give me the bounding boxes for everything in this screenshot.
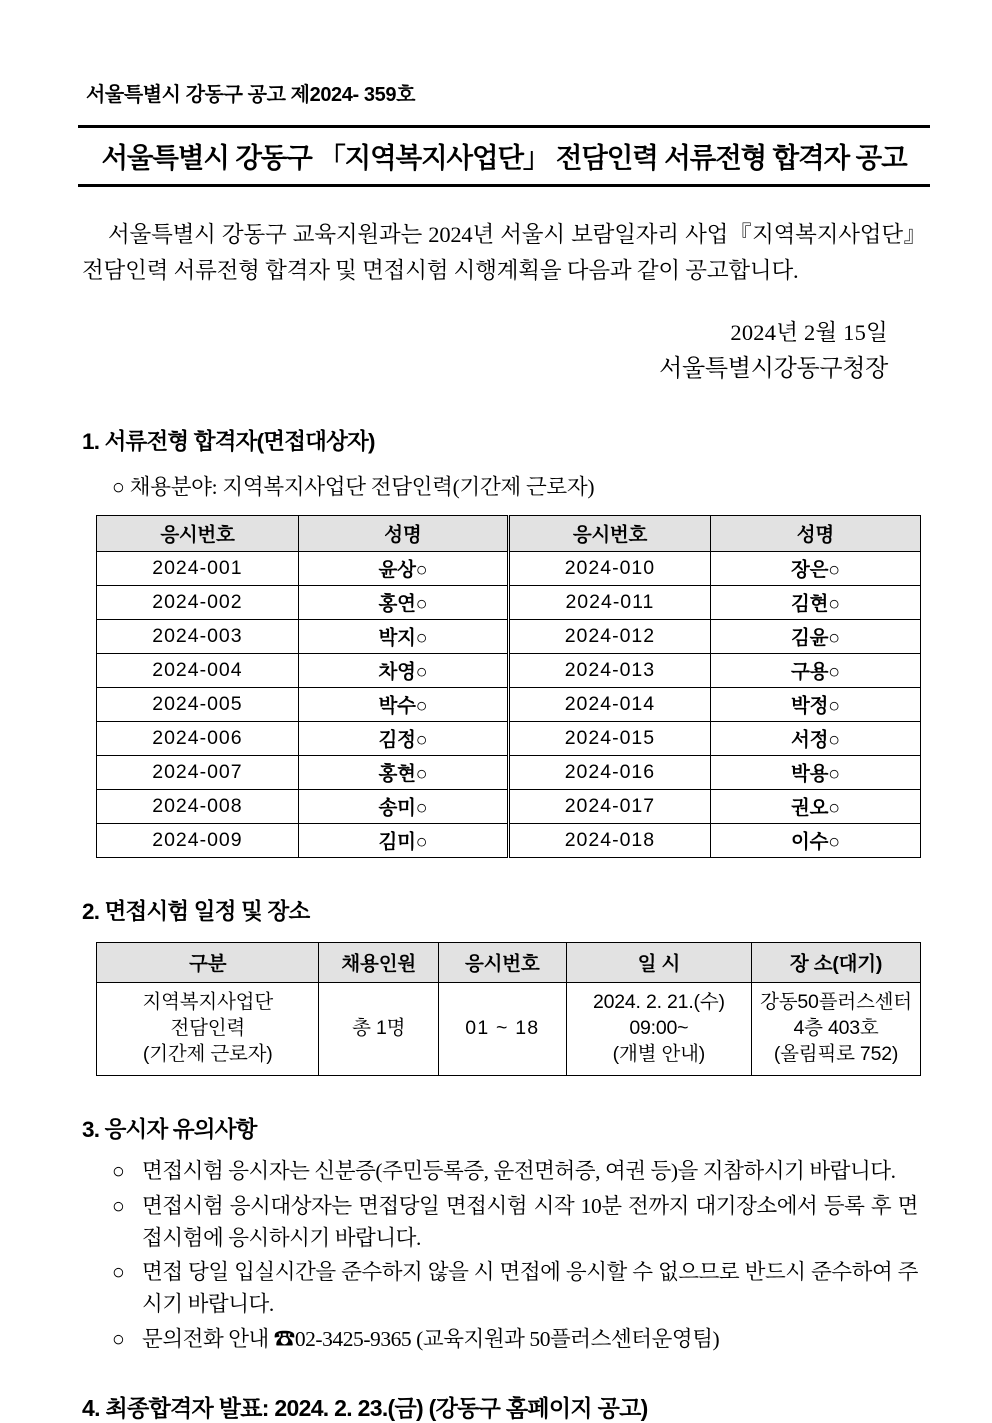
table-header-row <box>97 942 921 982</box>
schedule-category <box>97 982 319 1075</box>
section-2-heading: 2. 면접시험 일정 및 장소 <box>82 898 310 924</box>
candidate-name: 김윤○ <box>710 619 920 653</box>
exam-number: 2024-004 <box>97 653 299 687</box>
exam-number: 2024-007 <box>97 755 299 789</box>
candidate-name: 구용○ <box>710 653 920 687</box>
candidate-name: 김현○ <box>710 585 920 619</box>
page-title: 서울특별시 강동구 「지역복지사업단」 전담인력 서류전형 합격자 공고 <box>101 142 907 173</box>
bullet-marker: ○ <box>112 1260 125 1285</box>
candidate-name: 차영○ <box>298 653 508 687</box>
candidate-name: 홍연○ <box>298 585 508 619</box>
table-row <box>97 721 921 755</box>
section-3-heading: 3. 응시자 유의사항 <box>82 1116 257 1142</box>
category-line-3: (기간제 근로자) <box>142 1042 273 1065</box>
exam-number: 2024-011 <box>508 585 710 619</box>
exam-number: 2024-010 <box>508 551 710 585</box>
exam-number: 2024-008 <box>97 789 299 823</box>
candidate-name: 장은○ <box>710 551 920 585</box>
sign-organization: 서울특별시강동구청장 <box>659 355 888 382</box>
exam-number: 2024-005 <box>97 687 299 721</box>
notice-text: 면접시험 응시대상자는 면접당일 면접시험 시작 10분 전까지 대기장소에서 등록 후 면접시험에 응시하시기 바랍니다. <box>142 1193 918 1250</box>
exam-number: 2024-006 <box>97 721 299 755</box>
list-item <box>112 1257 918 1321</box>
section-1-heading: 1. 서류전형 합격자(면접대상자) <box>82 428 375 454</box>
table-row <box>97 653 921 687</box>
column-header-exam-number-right: 응시번호 <box>508 515 710 551</box>
column-header-category: 구분 <box>97 942 319 982</box>
candidate-name: 박용○ <box>710 755 920 789</box>
section-4-heading: 4. 최종합격자 발표: 2024. 2. 23.(금) (강동구 홈페이지 공고) <box>82 1394 648 1421</box>
bullet-marker: ○ <box>112 1158 125 1183</box>
schedule-headcount: 총 1명 <box>319 982 438 1075</box>
intro-line-2: 전담인력 서류전형 합격자 및 면접시험 시행계획을 다음과 같이 공고합니다. <box>82 258 799 284</box>
candidate-name: 송미○ <box>298 789 508 823</box>
schedule-body <box>97 982 921 1075</box>
column-header-name-left: 성명 <box>298 515 508 551</box>
table-row <box>97 982 921 1075</box>
exam-number: 2024-018 <box>508 823 710 857</box>
datetime-line-2: 09:00~ <box>629 1017 689 1040</box>
notice-text: 면접 당일 입실시간을 준수하지 않을 시 면접에 응시할 수 없으므로 반드시 준수하여 주시기 바랍니다. <box>142 1260 918 1317</box>
signature-block <box>78 316 888 388</box>
schedule-place <box>752 982 921 1075</box>
place-line-3: (올림픽로 752) <box>773 1042 899 1065</box>
column-header-name-right: 성명 <box>710 515 920 551</box>
exam-number: 2024-016 <box>508 755 710 789</box>
schedule-datetime <box>566 982 751 1075</box>
place-line-2: 4층 403호 <box>793 1017 879 1040</box>
notice-text-phone: 문의전화 안내 ☎02-3425-9365 (교육지원과 50플러스센터운영팀) <box>142 1327 720 1351</box>
table-row <box>97 755 921 789</box>
document-number: 서울특별시 강동구 공고 제2024- 359호 <box>86 84 415 106</box>
table-row <box>97 585 921 619</box>
candidates-table <box>96 515 921 858</box>
exam-number: 2024-009 <box>97 823 299 857</box>
bullet-marker: ○ <box>112 1327 125 1351</box>
candidate-name: 이수○ <box>710 823 920 857</box>
candidate-name: 권오○ <box>710 789 920 823</box>
candidate-name: 박수○ <box>298 687 508 721</box>
column-header-datetime: 일 시 <box>566 942 751 982</box>
exam-number: 2024-015 <box>508 721 710 755</box>
schedule-table <box>96 942 921 1076</box>
category-line-2: 전담인력 <box>170 1017 246 1040</box>
candidate-name: 박지○ <box>298 619 508 653</box>
table-row <box>97 687 921 721</box>
column-header-place: 장 소(대기) <box>752 942 921 982</box>
table-header-row <box>97 515 921 551</box>
candidate-name: 김미○ <box>298 823 508 857</box>
category-line-1: 지역복지사업단 <box>142 991 273 1014</box>
title-band <box>78 125 930 187</box>
exam-number: 2024-014 <box>508 687 710 721</box>
notice-list <box>78 1156 930 1356</box>
exam-number: 2024-002 <box>97 585 299 619</box>
schedule-exam-numbers: 01 ~ 18 <box>438 982 566 1075</box>
exam-number: 2024-017 <box>508 789 710 823</box>
exam-number: 2024-001 <box>97 551 299 585</box>
datetime-line-3: (개별 안내) <box>612 1042 706 1065</box>
exam-number: 2024-013 <box>508 653 710 687</box>
intro-paragraph <box>82 217 926 290</box>
exam-number: 2024-012 <box>508 619 710 653</box>
place-line-1: 강동50플러스센터 <box>760 991 912 1014</box>
candidates-body <box>97 551 921 857</box>
table-row <box>97 619 921 653</box>
column-header-exam-number-left: 응시번호 <box>97 515 299 551</box>
candidate-name: 서정○ <box>710 721 920 755</box>
section-1-bullet: ○ 채용분야: 지역복지사업단 전담인력(기간제 근로자) <box>112 474 595 499</box>
column-header-headcount: 채용인원 <box>319 942 438 982</box>
list-item <box>112 1156 918 1188</box>
column-header-exam-numbers: 응시번호 <box>438 942 566 982</box>
table-row <box>97 551 921 585</box>
bullet-marker: ○ <box>112 1193 125 1218</box>
intro-line-1: 서울특별시 강동구 교육지원과는 2024년 서울시 보람일자리 사업『지역복지사업단』 <box>108 222 926 247</box>
table-row <box>97 789 921 823</box>
list-item <box>112 1324 918 1356</box>
candidate-name: 김정○ <box>298 721 508 755</box>
notice-text: 면접시험 응시자는 신분증(주민등록증, 운전면허증, 여권 등)을 지참하시기 바랍니다. <box>142 1158 896 1183</box>
table-row <box>97 823 921 857</box>
candidate-name: 홍현○ <box>298 755 508 789</box>
exam-number: 2024-003 <box>97 619 299 653</box>
sign-date: 2024년 2월 15일 <box>730 319 888 345</box>
list-item <box>112 1191 918 1255</box>
candidate-name: 박정○ <box>710 687 920 721</box>
datetime-line-1: 2024. 2. 21.(수) <box>592 991 725 1014</box>
candidate-name: 윤상○ <box>298 551 508 585</box>
